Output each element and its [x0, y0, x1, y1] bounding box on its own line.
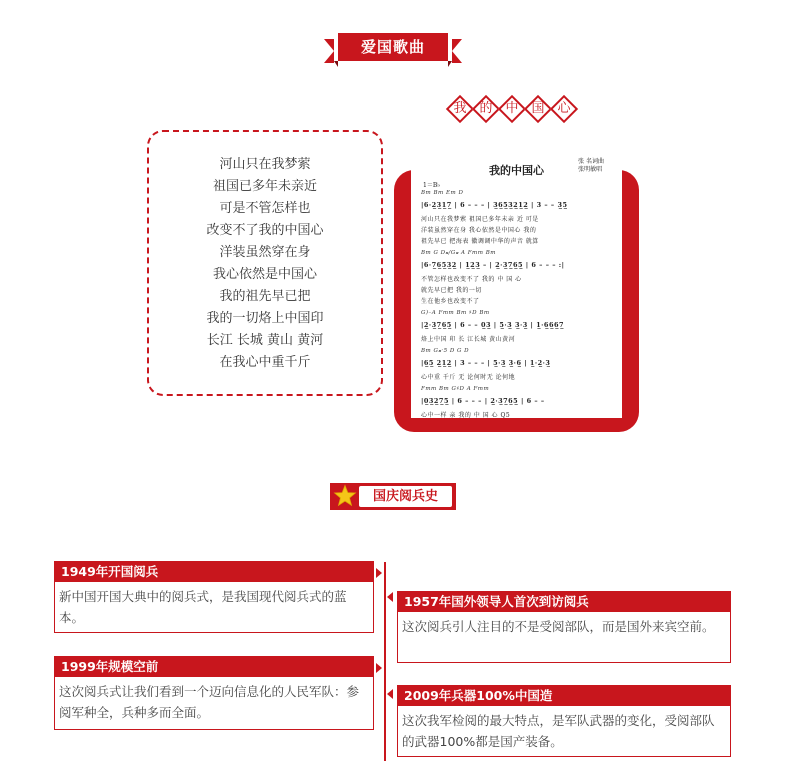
diamond-char: 的 [473, 96, 499, 122]
sheet-row-notes: |2̲·3̲7̲6̲5̲ | 6 – – 0̲3̲ | 5̲·3̲ 3̲·3̲ | 1̲·6̲6̲6̲7̲ [421, 321, 565, 329]
parade-banner-label: 国庆阅兵史 [359, 486, 452, 507]
diamond-char: 中 [499, 96, 525, 122]
lyric-line: 洋装虽然穿在身 [219, 245, 311, 260]
sheet-row-lyric: 就先早已把 我的一切 [421, 287, 482, 294]
songs-banner-label: 爱国歌曲 [338, 33, 448, 61]
lyric-line: 长江 长城 黄山 黄河 [206, 333, 324, 348]
sheet-key: 1＝B♭ [423, 182, 441, 189]
diamond-char: 国 [525, 96, 551, 122]
sheet-row-notes: |6̲5̲ 2̲1̲2̲ | 3 – – – | 5̲·3̲ 3̲·6̲ | 1̲·2̲·3̲ [421, 359, 551, 367]
event-text: 这次阅兵式让我们看到一个迈向信息化的人民军队：参阅军种全，兵种多而全面。 [59, 684, 360, 720]
sheet-row-chords: Bm G𝄪·5 D G D [421, 348, 470, 354]
diamond-char: 我 [447, 96, 473, 122]
sheet-row-chords: Fmm Bm G♯D A Fmm [421, 386, 490, 392]
sheet-row-lyric: 洋装虽然穿在身 我心依然是中国心 我的 [421, 227, 537, 234]
timeline-event [397, 685, 731, 757]
timeline-arrow [376, 663, 382, 673]
lyric-line: 祖国已多年未亲近 [212, 179, 317, 194]
sheet-row-notes: |6·2̲3̲1̲7̲ | 6 – – – | 3̲6̲5̲3̲2̲1̲2̲ | 3 – – 3̲5̲ [421, 201, 568, 209]
event-title: 2009年兵器100%中国造 [398, 686, 730, 706]
star-icon [333, 484, 357, 508]
songs-banner [324, 33, 462, 63]
song-title-diamonds [447, 94, 587, 124]
sheet-row-lyric: 河山只在我梦萦 祖国已多年未亲 近 可是 [421, 216, 539, 223]
diamond-char: 心 [551, 96, 577, 122]
event-text: 这次阅兵引人注目的不是受阅部队，而是国外来宾空前。 [402, 619, 715, 634]
lyric-line: 我的祖先早已把 [219, 289, 311, 304]
timeline-event [397, 591, 731, 663]
lyric-line: 在我心中重千斤 [219, 355, 311, 370]
event-title: 1957年国外领导人首次到访阅兵 [398, 592, 730, 612]
sheet-row-lyric: 不管怎样也改变不了 我的 中 国 心 [421, 276, 522, 283]
sheet-row-chords: G)–A Fmm Bm ♯D Bm [421, 310, 490, 316]
event-text: 新中国开国大典中的阅兵式，是我国现代阅兵式的蓝本。 [59, 589, 347, 625]
sheet-row-lyric: 生在他乡也改变不了 [421, 298, 480, 305]
timeline-line [384, 562, 386, 761]
lyric-line: 河山只在我梦萦 [219, 157, 311, 172]
sheet-row-lyric: 祖先早已 把海表 徽调调中华的声音 就算 [421, 238, 539, 245]
event-title: 1949年开国阅兵 [55, 562, 373, 582]
sheet-row-notes: |6·7̲6̲5̲3̲2̲ | 1̲2̲3̲ – | 2̲·3̲7̲6̲5̲ | 6 – – – :| [421, 261, 565, 269]
sheet-row-lyric: 烙上中国 印 长 江长城 黄山黄河 [421, 336, 516, 343]
sheet-credit: 张 名词曲 张明敏唱 [578, 158, 604, 173]
lyrics-box [147, 130, 383, 396]
sheet-music-frame [394, 158, 639, 432]
banner-tail-right [452, 39, 462, 63]
banner-tail-left [324, 39, 334, 63]
sheet-row-chords: Bm Bm Em D [421, 190, 464, 196]
sheet-row-notes: |0̲3̲2̲7̲5̲ | 6 – – – | 2̲·3̲7̲6̲5̲ | 6 – – [421, 397, 545, 405]
timeline-event [54, 561, 374, 633]
timeline-arrow [376, 568, 382, 578]
lyric-line: 可是不管怎样也 [219, 201, 311, 216]
event-text: 这次我军检阅的最大特点，是军队武器的变化，受阅部队的武器100%都是国产装备。 [402, 713, 715, 749]
timeline-event [54, 656, 374, 730]
lyric-line: 我的一切烙上中国印 [206, 311, 324, 326]
lyric-line: 改变不了我的中国心 [206, 223, 324, 238]
parade-banner [330, 483, 456, 510]
sheet-music [411, 156, 622, 418]
timeline-arrow [387, 592, 393, 602]
timeline-arrow [387, 689, 393, 699]
event-title: 1999年规模空前 [55, 657, 373, 677]
lyric-line: 我心依然是中国心 [212, 267, 317, 282]
sheet-row-chords: Bm G D𝄪/G𝄪 A Fmm Bm [421, 250, 496, 256]
sheet-title: 我的中国心 [489, 164, 544, 177]
sheet-row-lyric: 心中重 千斤 无 论何时无 论何地 [421, 374, 516, 381]
sheet-row-lyric: 心中一样 亲 我的 中 国 心 Q5 [421, 412, 511, 418]
